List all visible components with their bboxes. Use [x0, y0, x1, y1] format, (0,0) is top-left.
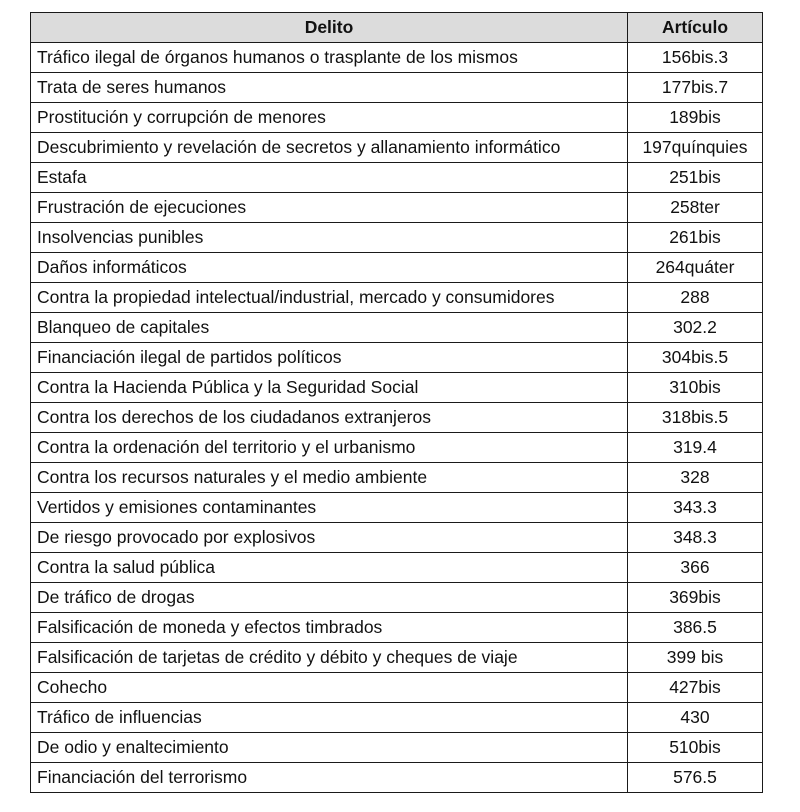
table-row [31, 403, 763, 433]
table-row [31, 733, 763, 763]
table-row [31, 583, 763, 613]
table-row [31, 103, 763, 133]
cell-delito: Cohecho [31, 673, 628, 703]
table-row [31, 493, 763, 523]
cell-delito: Contra la propiedad intelectual/industrial, mercado y consumidores [31, 283, 628, 313]
cell-delito: De odio y enaltecimiento [31, 733, 628, 763]
cell-articulo: 197quínquies [628, 133, 763, 163]
table-row [31, 223, 763, 253]
cell-delito: Contra los derechos de los ciudadanos extranjeros [31, 403, 628, 433]
cell-delito: Falsificación de tarjetas de crédito y débito y cheques de viaje [31, 643, 628, 673]
cell-articulo: 343.3 [628, 493, 763, 523]
cell-articulo: 304bis.5 [628, 343, 763, 373]
cell-delito: Contra la ordenación del territorio y el urbanismo [31, 433, 628, 463]
cell-articulo: 366 [628, 553, 763, 583]
table-row [31, 523, 763, 553]
cell-articulo: 177bis.7 [628, 73, 763, 103]
table-row [31, 703, 763, 733]
cell-articulo: 156bis.3 [628, 43, 763, 73]
table-row [31, 283, 763, 313]
cell-articulo: 288 [628, 283, 763, 313]
cell-delito: Prostitución y corrupción de menores [31, 103, 628, 133]
cell-articulo: 399 bis [628, 643, 763, 673]
cell-delito: Financiación del terrorismo [31, 763, 628, 793]
cell-articulo: 264quáter [628, 253, 763, 283]
cell-articulo: 302.2 [628, 313, 763, 343]
table-row [31, 133, 763, 163]
cell-delito: De riesgo provocado por explosivos [31, 523, 628, 553]
table-header [31, 13, 763, 43]
header-row [31, 13, 763, 43]
cell-delito: Falsificación de moneda y efectos timbrados [31, 613, 628, 643]
cell-articulo: 510bis [628, 733, 763, 763]
cell-delito: Tráfico ilegal de órganos humanos o trasplante de los mismos [31, 43, 628, 73]
cell-delito: Blanqueo de capitales [31, 313, 628, 343]
table-row [31, 673, 763, 703]
cell-delito: Vertidos y emisiones contaminantes [31, 493, 628, 523]
table-row [31, 313, 763, 343]
table-row [31, 163, 763, 193]
table-row [31, 343, 763, 373]
cell-articulo: 328 [628, 463, 763, 493]
cell-delito: Financiación ilegal de partidos políticos [31, 343, 628, 373]
table-row [31, 763, 763, 793]
cell-articulo: 576.5 [628, 763, 763, 793]
table-row [31, 43, 763, 73]
cell-articulo: 369bis [628, 583, 763, 613]
table-body [31, 43, 763, 793]
table-row [31, 253, 763, 283]
header-articulo: Artículo [628, 13, 763, 43]
cell-articulo: 261bis [628, 223, 763, 253]
table-row [31, 643, 763, 673]
cell-delito: Insolvencias punibles [31, 223, 628, 253]
cell-delito: De tráfico de drogas [31, 583, 628, 613]
cell-articulo: 318bis.5 [628, 403, 763, 433]
header-delito: Delito [31, 13, 628, 43]
cell-articulo: 310bis [628, 373, 763, 403]
table-row [31, 73, 763, 103]
cell-articulo: 348.3 [628, 523, 763, 553]
cell-articulo: 430 [628, 703, 763, 733]
cell-articulo: 251bis [628, 163, 763, 193]
delitos-table [30, 12, 763, 793]
table-row [31, 193, 763, 223]
cell-articulo: 427bis [628, 673, 763, 703]
cell-delito: Descubrimiento y revelación de secretos y allanamiento informático [31, 133, 628, 163]
cell-delito: Tráfico de influencias [31, 703, 628, 733]
cell-articulo: 189bis [628, 103, 763, 133]
cell-delito: Contra la salud pública [31, 553, 628, 583]
table-row [31, 463, 763, 493]
cell-delito: Daños informáticos [31, 253, 628, 283]
cell-delito: Contra los recursos naturales y el medio ambiente [31, 463, 628, 493]
table-row [31, 373, 763, 403]
cell-delito: Estafa [31, 163, 628, 193]
cell-delito: Contra la Hacienda Pública y la Seguridad Social [31, 373, 628, 403]
cell-articulo: 386.5 [628, 613, 763, 643]
cell-delito: Frustración de ejecuciones [31, 193, 628, 223]
cell-delito: Trata de seres humanos [31, 73, 628, 103]
table-row [31, 613, 763, 643]
table-row [31, 433, 763, 463]
table-row [31, 553, 763, 583]
cell-articulo: 258ter [628, 193, 763, 223]
cell-articulo: 319.4 [628, 433, 763, 463]
